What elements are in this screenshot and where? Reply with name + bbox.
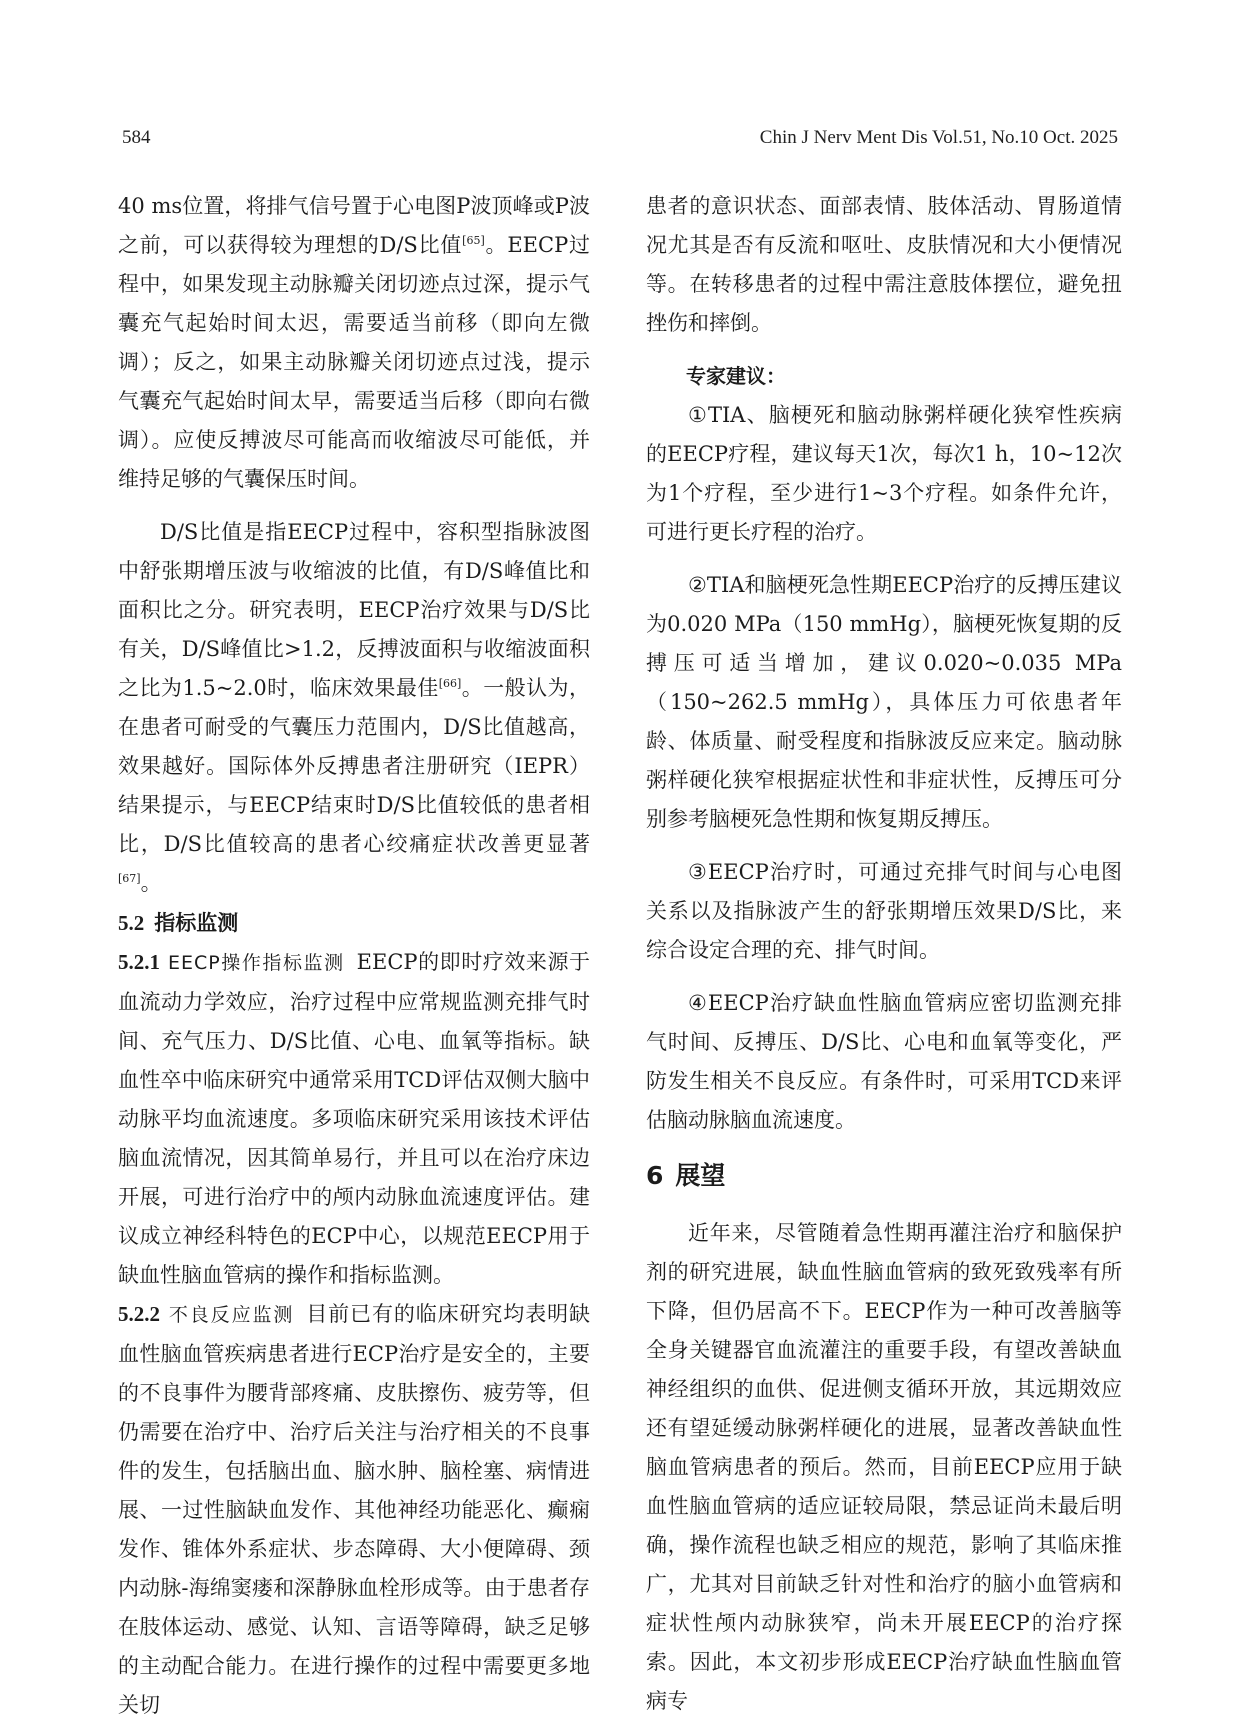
- subsection-5-2-1: 5.2.1 EECP操作指标监测 EECP的即时疗效来源于血流动力学效应，治疗过程中应常规监测充排气时间、充气压力、D/S比值、心电、血氧等指标。缺血性卒中临床研究中通常采用TCD评估双侧大脑中动脉平均血流速度。多项临床研究采用该技术评估脑血流情况，因其简单易行，并且可以在治疗床边开展，可进行治疗中的颅内动脉血流速度评估。建议成立神经科特色的ECP中心，以规范EECP用于缺血性脑血管病的操作和指标监测。: [118, 950, 591, 1287]
- recommendation-1: ①TIA、脑梗死和脑动脉粥样硬化狭窄性疾病的EECP疗程，建议每天1次，每次1 h，10~12次为1个疗程，至少进行1~3个疗程。如条件允许，可进行更长疗程的治疗。: [646, 403, 1122, 544]
- paragraph: 近年来，尽管随着急性期再灌注治疗和脑保护剂的研究进展，缺血性脑血管病的致死致残率有所下降，但仍居高不下。EECP作为一种可改善脑等全身关键器官血流灌注的重要手段，有望改善缺血神经组织的血供、促进侧支循环开放，其远期效应还有望延缓动脉粥样硬化的进展，显著改善缺血性脑血管病患者的预后。然而，目前EECP应用于缺血性脑血管病的适应证较局限，禁忌证尚未最后明确，操作流程也缺乏相应的规范，影响了其临床推广，尤其对目前缺乏针对性和治疗的脑小血管病和症状性颅内动脉狭窄，尚未开展EECP的治疗探索。因此，本文初步形成EECP治疗缺血性脑血管病专: [646, 1221, 1122, 1713]
- paragraph: 患者的意识状态、面部表情、肢体活动、胃肠道情况尤其是否有反流和呕吐、皮肤情况和大小便情况等。在转移患者的过程中需注意肢体摆位，避免扭挫伤和摔倒。: [646, 194, 1122, 335]
- page-number: 584: [122, 127, 151, 148]
- expert-advice-label: 专家建议：: [686, 364, 786, 388]
- section-heading-5-2: 5.2 指标监测: [118, 910, 239, 935]
- page-header: [122, 127, 1118, 161]
- citation-ref[interactable]: [67]: [118, 872, 141, 885]
- paragraph: 40 ms位置，将排气信号置于心电图P波顶峰或P波之前，可以获得较为理想的D/S比值[65]。EECP过程中，如果发现主动脉瓣关闭切迹点过深，提示气囊充气起始时间太迟，需要适当前移（即向左微调）；反之，如果主动脉瓣关闭切迹点过浅，提示气囊充气起始时间太早，需要适当后移（即向右微调）。应使反搏波尽可能高而收缩波尽可能低，并维持足够的气囊保压时间。: [118, 194, 590, 491]
- section-heading-6: 6 展望: [646, 1161, 726, 1190]
- journal-citation: Chin J Nerv Ment Dis Vol.51, No.10 Oct. 2025: [759, 127, 1118, 148]
- left-column: [118, 187, 590, 1725]
- right-column: [646, 187, 1122, 1721]
- subsection-5-2-2: 5.2.2 不良反应监测 目前已有的临床研究均表明缺血性脑血管疾病患者进行ECP治疗是安全的，主要的不良事件为腰背部疼痛、皮肤擦伤、疲劳等，但仍需要在治疗中、治疗后关注与治疗相关的不良事件的发生，包括脑出血、脑水肿、脑栓塞、病情进展、一过性脑缺血发作、其他神经功能恶化、癫痫发作、锥体外系症状、步态障碍、大小便障碍、颈内动脉-海绵窦瘘和深静脉血栓形成等。由于患者存在肢体运动、感觉、认知、言语等障碍，缺乏足够的主动配合能力。在进行操作的过程中需要更多地关切: [118, 1302, 590, 1717]
- citation-ref[interactable]: [66]: [438, 677, 462, 690]
- recommendation-2: ②TIA和脑梗死急性期EECP治疗的反搏压建议为0.020 MPa（150 mmHg），脑梗死恢复期的反搏压可适当增加，建议0.020~0.035 MPa（150~262.5 mmHg），具体压力可依患者年龄、体质量、耐受程度和指脉波反应来定。脑动脉粥样硬化狭窄根据症状性和非症状性，反搏压可分别参考脑梗死急性期和恢复期反搏压。: [646, 573, 1122, 831]
- recommendation-3: ③EECP治疗时，可通过充排气时间与心电图关系以及指脉波产生的舒张期增压效果D/S比，来综合设定合理的充、排气时间。: [646, 860, 1122, 962]
- recommendation-4: ④EECP治疗缺血性脑血管病应密切监测充排气时间、反搏压、D/S比、心电和血氧等变化，严防发生相关不良反应。有条件时，可采用TCD来评估脑动脉脑血流速度。: [646, 991, 1122, 1132]
- paragraph: D/S比值是指EECP过程中，容积型指脉波图中舒张期增压波与收缩波的比值，有D/S峰值比和面积比之分。研究表明，EECP治疗效果与D/S比有关，D/S峰值比>1.2，反搏波面积与收缩波面积之比为1.5~2.0时，临床效果最佳[66]。一般认为，在患者可耐受的气囊压力范围内，D/S比值越高，效果越好。国际体外反搏患者注册研究（IEPR）结果提示，与EECP结束时D/S比值较低的患者相比，D/S比值较高的患者心绞痛症状改善更显著[67]。: [118, 520, 590, 895]
- citation-ref[interactable]: [65]: [462, 234, 485, 247]
